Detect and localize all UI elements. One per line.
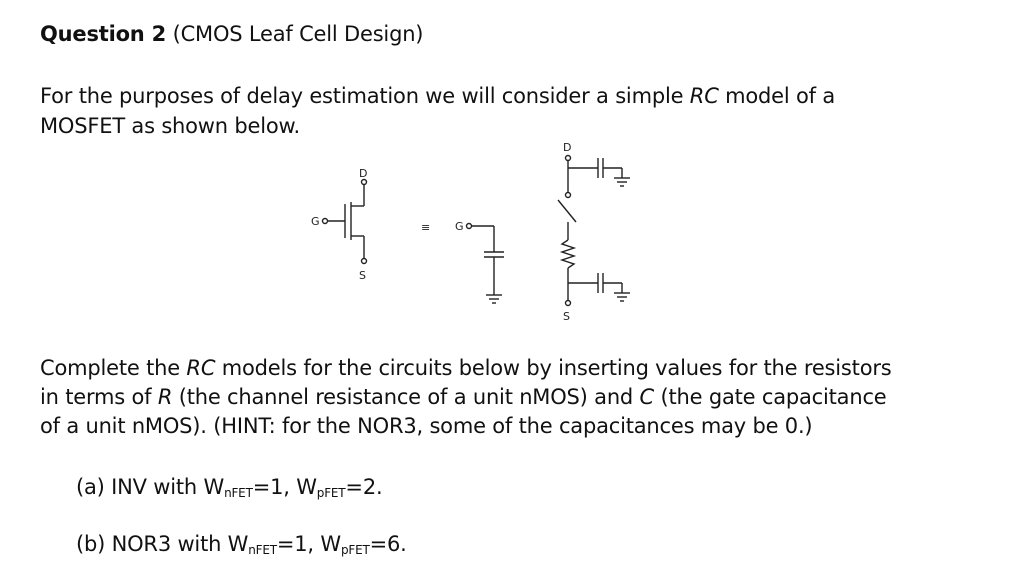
intro-text: model of a xyxy=(718,84,835,108)
intro-text: For the purposes of delay estimation we will consider a simple xyxy=(40,84,690,108)
label-s: S xyxy=(359,269,366,282)
instructions-line-1 xyxy=(40,356,892,380)
question-title xyxy=(40,22,423,46)
c-term: C xyxy=(639,385,655,409)
source-terminal-model xyxy=(566,301,571,306)
instructions-text: Complete the xyxy=(40,356,187,380)
gate-terminal xyxy=(323,219,328,224)
label-d2: D xyxy=(563,141,572,154)
equivalence-sign: ≡ xyxy=(421,221,431,234)
switch-blade xyxy=(558,200,576,222)
gate-terminal-model xyxy=(467,224,472,229)
intro-line-2: MOSFET as shown below. xyxy=(40,114,301,138)
drain-terminal xyxy=(362,180,367,185)
intro-line-1 xyxy=(40,84,835,108)
r-term: R xyxy=(157,385,173,409)
part-b-text: =6. xyxy=(369,532,407,556)
drain-terminal-model xyxy=(566,156,571,161)
part-a xyxy=(76,475,382,500)
subscript-pfet: pFET xyxy=(340,543,370,557)
part-a-text: =2. xyxy=(345,475,383,499)
label-d: D xyxy=(359,167,368,180)
instructions-line-2 xyxy=(40,385,887,409)
part-b-text: (b) NOR3 with W xyxy=(76,532,249,556)
switch-contact xyxy=(566,193,571,198)
instructions-text: (the channel resistance of a unit nMOS) and xyxy=(172,385,640,409)
part-b-text: =1, W xyxy=(276,532,341,556)
resistor xyxy=(562,240,574,268)
subscript-nfet: nFET xyxy=(248,543,277,557)
instructions-line-3: of a unit nMOS). (HINT: for the NOR3, some of the capacitances may be 0.) xyxy=(40,414,813,438)
rc-term: RC xyxy=(186,356,216,380)
question-number: Question 2 xyxy=(40,22,167,46)
subscript-nfet: nFET xyxy=(224,486,253,500)
label-s2: S xyxy=(563,310,570,323)
instructions-text: (the gate capacitance xyxy=(654,385,887,409)
part-a-text: (a) INV with W xyxy=(76,475,225,499)
instructions-text: models for the circuits below by inserting values for the resistors xyxy=(215,356,892,380)
rc-term: RC xyxy=(689,84,719,108)
source-terminal xyxy=(362,259,367,264)
subscript-pfet: pFET xyxy=(316,486,346,500)
label-g: G xyxy=(311,215,320,228)
part-b xyxy=(76,532,407,557)
question-subtitle: (CMOS Leaf Cell Design) xyxy=(172,22,424,46)
instructions-text: in terms of xyxy=(40,385,158,409)
mosfet-rc-model-diagram xyxy=(290,130,660,330)
part-a-text: =1, W xyxy=(252,475,317,499)
label-g2: G xyxy=(455,220,464,233)
